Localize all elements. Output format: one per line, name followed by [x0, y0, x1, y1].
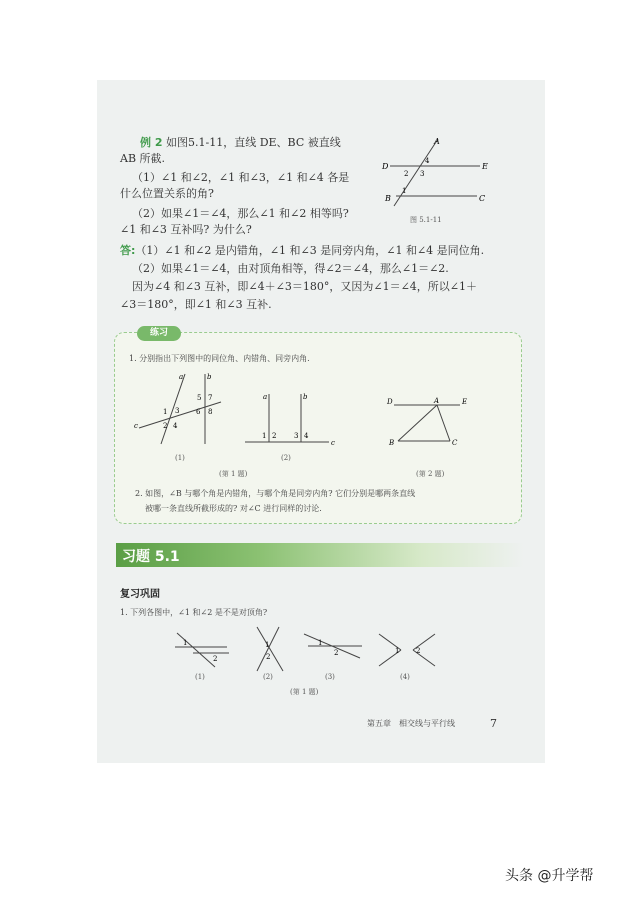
fig1-angle-5: 5 [197, 394, 202, 402]
fig1-label-a: a [179, 373, 184, 381]
answer-text-3: 因为∠4 和∠3 互补，即∠4＋∠3＝180°，又因为∠1＝∠4，所以∠1＋ [132, 280, 477, 293]
practice-tag: 练习 [137, 326, 181, 341]
watermark [505, 865, 593, 885]
exercise-figure-4 [375, 628, 440, 673]
example-question-2b: ∠1 和∠3 互补吗? 为什么? [120, 223, 252, 236]
fig2-label-a: a [263, 393, 268, 401]
page-number: 7 [490, 717, 497, 730]
fig1-label-b: b [207, 373, 212, 381]
fig1-angle-4: 4 [173, 422, 178, 430]
fig3-label-e: E [462, 398, 468, 406]
fig2-label-b: b [303, 393, 308, 401]
fig1-angle-3: 3 [175, 407, 180, 415]
ex3-angle-1: 1 [318, 639, 323, 647]
example-question-1a: （1）∠1 和∠2，∠1 和∠3，∠1 和∠4 各是 [132, 171, 350, 184]
fig3-label-d: D [387, 398, 393, 406]
watermark-text: 头条 @升学帮 [505, 868, 594, 884]
fig-point-e: E [482, 162, 488, 171]
fig-angle-1: 1 [402, 187, 407, 195]
example-text-2: AB 所截. [120, 152, 166, 165]
practice-fig3-caption: (第 2 题) [416, 470, 445, 478]
fig-angle-2: 2 [404, 170, 409, 178]
ex2-angle-2: 2 [266, 653, 271, 661]
fig3-label-c: C [452, 439, 458, 447]
exercise-caption-2: (2) [263, 673, 273, 681]
answer-label: 答: [120, 244, 136, 257]
exercise-caption-1: (1) [195, 673, 205, 681]
figure-5-1-11 [380, 134, 490, 214]
example-question-2a: （2）如果∠1＝∠4，那么∠1 和∠2 相等吗? [132, 207, 349, 220]
fig-point-a: A [434, 137, 440, 146]
exercise-caption-3: (3) [325, 673, 335, 681]
practice-question-2a: 2. 如图，∠B 与哪个角是内错角，与哪个角是同旁内角? 它们分别是哪两条直线 [135, 489, 416, 498]
answer-text-2: （2）如果∠1＝∠4，由对顶角相等，得∠2＝∠4，那么∠1＝∠2. [132, 262, 449, 275]
fig-point-d: D [382, 162, 389, 171]
practice-fig1-caption: (1) [175, 454, 185, 462]
exercise-title: 习题 5.1 [122, 549, 180, 565]
fig-point-b: B [385, 194, 391, 203]
fig2-angle-1: 1 [262, 432, 267, 440]
example-line-1 [140, 135, 341, 150]
exercise-figure-2 [249, 625, 289, 675]
answer-text-1: （1）∠1 和∠2 是内错角，∠1 和∠3 是同旁内角，∠1 和∠4 是同位角. [135, 244, 485, 257]
fig-point-c: C [479, 194, 486, 203]
ex1-angle-1: 1 [183, 639, 188, 647]
fig1-angle-6: 6 [196, 408, 201, 416]
practice-question-2b: 被哪一条直线所截形成的? 对∠C 进行同样的讨论. [145, 504, 322, 513]
fig2-label-c: c [331, 439, 335, 447]
fig1-label-c: c [134, 422, 138, 430]
exercise-subhead: 复习巩固 [120, 589, 160, 600]
fig1-angle-8: 8 [208, 408, 213, 416]
practice-question-1: 1. 分别指出下列图中的同位角、内错角、同旁内角. [129, 354, 310, 363]
example-label: 例 2 [140, 136, 163, 149]
practice-figure-1 [133, 370, 223, 450]
exercise-group-caption: (第 1 题) [290, 688, 319, 696]
practice-fig-group-caption: (第 1 题) [219, 470, 248, 478]
figure-caption: 图 5.1-11 [410, 216, 442, 224]
answer-text-4: ∠3＝180°，即∠1 和∠3 互补. [120, 298, 272, 311]
fig3-label-b: B [389, 439, 395, 447]
example-text-1: 如图5.1-11，直线 DE、BC 被直线 [165, 136, 341, 149]
fig1-angle-1: 1 [163, 408, 168, 416]
answer-line-1 [120, 243, 484, 258]
example-question-1b: 什么位置关系的角? [120, 187, 214, 200]
exercise-question-1: 1. 下列各图中，∠1 和∠2 是不是对顶角? [120, 608, 268, 617]
exercise-figure-3 [300, 628, 365, 668]
ex4-angle-1: 1 [395, 647, 400, 655]
ex1-angle-2: 2 [213, 655, 218, 663]
ex4-angle-2: 2 [416, 647, 421, 655]
exercise-figure-1 [171, 625, 231, 675]
fig2-angle-3: 3 [294, 432, 299, 440]
practice-figure-2 [243, 390, 338, 450]
fig2-angle-4: 4 [304, 432, 309, 440]
practice-figure-3 [382, 395, 477, 450]
fig3-label-a: A [434, 397, 440, 405]
practice-fig2-caption: (2) [281, 454, 291, 462]
fig-angle-3: 3 [420, 170, 425, 178]
ex2-angle-1: 1 [265, 641, 270, 649]
fig1-angle-2: 2 [163, 422, 168, 430]
fig1-angle-7: 7 [208, 394, 213, 402]
exercise-header-band [116, 543, 524, 567]
fig-angle-4: 4 [425, 157, 430, 165]
chapter-title: 第五章 相交线与平行线 [367, 719, 455, 728]
fig2-angle-2: 2 [272, 432, 277, 440]
ex3-angle-2: 2 [334, 649, 339, 657]
exercise-caption-4: (4) [400, 673, 410, 681]
textbook-page [97, 80, 545, 763]
